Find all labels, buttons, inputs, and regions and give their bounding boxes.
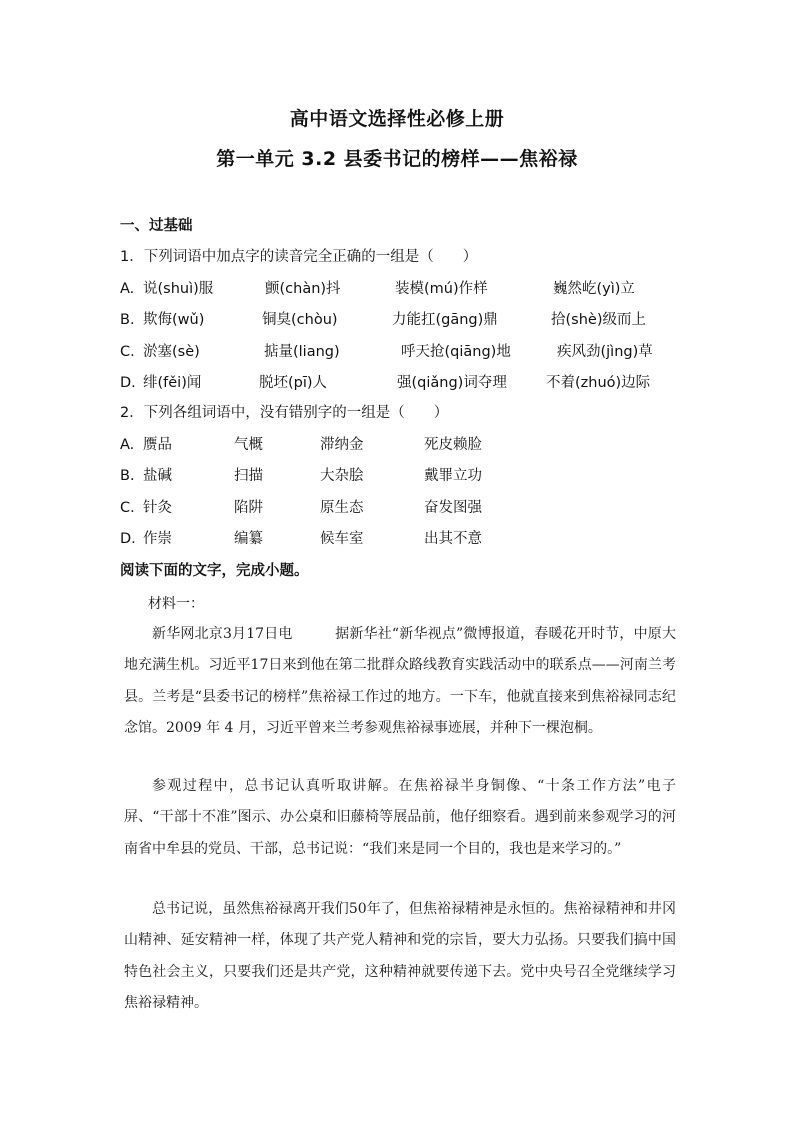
option-letter: A. — [120, 437, 135, 453]
material-label: 材料一： — [148, 596, 204, 612]
option-item: 编纂 — [234, 531, 263, 547]
option-letter: B. — [120, 468, 135, 484]
reading-paragraph-2: 参观过程中，总书记认真听取讲解。在焦裕禄半身铜像、“十条工作方法”电子屏、“干部十不准”图示、办公桌和旧藤椅等展品前，他仔细察看。遇到前来参观学习的河南省中牟县的党员、干部，总书记说：“我们来是同一个目的，我也是来学习的。” — [124, 778, 676, 857]
option-item: 不着(zhuó)边际 — [546, 375, 651, 391]
option-item: 掂量(liang) — [264, 344, 340, 360]
option-item: 欺侮(wǔ) — [143, 312, 205, 328]
reading-paragraph-3: 总书记说，虽然焦裕禄离开我们50年了，但焦裕禄精神是永恒的。焦裕禄精神和井冈山精神、延安精神一样，体现了共产党人精神和党的宗旨，要大力弘扬。只要我们搞中国特色社会主义，只要我们还是共产党，这种精神就要传递下去。党中央号召全党继续学习焦裕禄精神。 — [124, 901, 676, 1011]
q2-option-d — [120, 529, 680, 549]
option-item: 戴罪立功 — [424, 468, 482, 484]
option-item: 奋发图强 — [424, 500, 482, 516]
document-subtitle: 第一单元 3.2 县委书记的榜样——焦裕禄 — [216, 148, 578, 170]
option-item: 拾(shè)级而上 — [551, 312, 646, 328]
option-item: 脱坯(pī)人 — [259, 375, 328, 391]
option-letter: D. — [120, 531, 136, 547]
option-item: 铜臭(chòu) — [262, 312, 338, 328]
option-letter: D. — [120, 375, 136, 391]
option-item: 死皮赖脸 — [424, 437, 482, 453]
option-item: 巍然屹(yì)立 — [553, 281, 635, 297]
option-item: 陷阱 — [234, 500, 263, 516]
reading-instruction: 阅读下面的文字，完成小题。 — [120, 563, 309, 579]
option-item: 原生态 — [320, 500, 364, 516]
option-item: 作崇 — [143, 531, 172, 547]
option-item: 盐碱 — [143, 468, 172, 484]
option-letter: A. — [120, 281, 135, 297]
reading-paragraph-1: 新华网北京3月17日电 据新华社“新华视点”微博报道，春暖花开时节，中原大地充满生机。习近平17日来到他在第二批群众路线教育实践活动中的联系点——河南兰考县。兰考是“县委书记的榜样”焦裕禄工作过的地方。一下车，他就直接来到焦裕禄同志纪念馆。2009 年 4 月，习近平曾来兰考参观焦裕禄事迹展，并种下一棵泡桐。 — [124, 626, 676, 736]
q1-option-c — [120, 342, 680, 362]
option-item: 扫描 — [234, 468, 263, 484]
option-item: 颤(chàn)抖 — [265, 281, 341, 297]
q2-option-b — [120, 466, 680, 486]
question-1-stem: 1．下列词语中加点字的读音完全正确的一组是（ ） — [120, 249, 478, 265]
option-item: 力能扛(gāng)鼎 — [392, 312, 498, 328]
q1-option-a — [120, 279, 680, 299]
option-item: 赝品 — [143, 437, 172, 453]
option-item: 滞纳金 — [320, 437, 364, 453]
option-item: 候车室 — [320, 531, 364, 547]
q1-option-b — [120, 310, 680, 330]
option-item: 气概 — [234, 437, 263, 453]
option-item: 强(qiǎng)词夺理 — [397, 375, 507, 391]
option-item: 装模(mú)作样 — [395, 281, 488, 297]
option-item: 针灸 — [143, 500, 172, 516]
option-item: 淤塞(sè) — [143, 344, 200, 360]
question-2-stem: 2．下列各组词语中，没有错别字的一组是（ ） — [120, 405, 449, 421]
option-item: 出其不意 — [424, 531, 482, 547]
option-item: 疾风劲(jìng)草 — [557, 344, 653, 360]
q2-option-c — [120, 498, 680, 518]
option-item: 呼天抢(qiāng)地 — [401, 344, 511, 360]
q1-option-d — [120, 373, 680, 393]
q2-option-a — [120, 435, 680, 455]
option-letter: C. — [120, 344, 135, 360]
option-item: 说(shuì)服 — [143, 281, 214, 297]
option-item: 绯(fěi)闻 — [143, 375, 202, 391]
option-letter: B. — [120, 312, 135, 328]
option-item: 大杂脍 — [320, 468, 364, 484]
option-letter: C. — [120, 500, 135, 516]
section-heading: 一、过基础 — [120, 218, 193, 234]
document-title: 高中语文选择性必修上册 — [289, 108, 505, 130]
